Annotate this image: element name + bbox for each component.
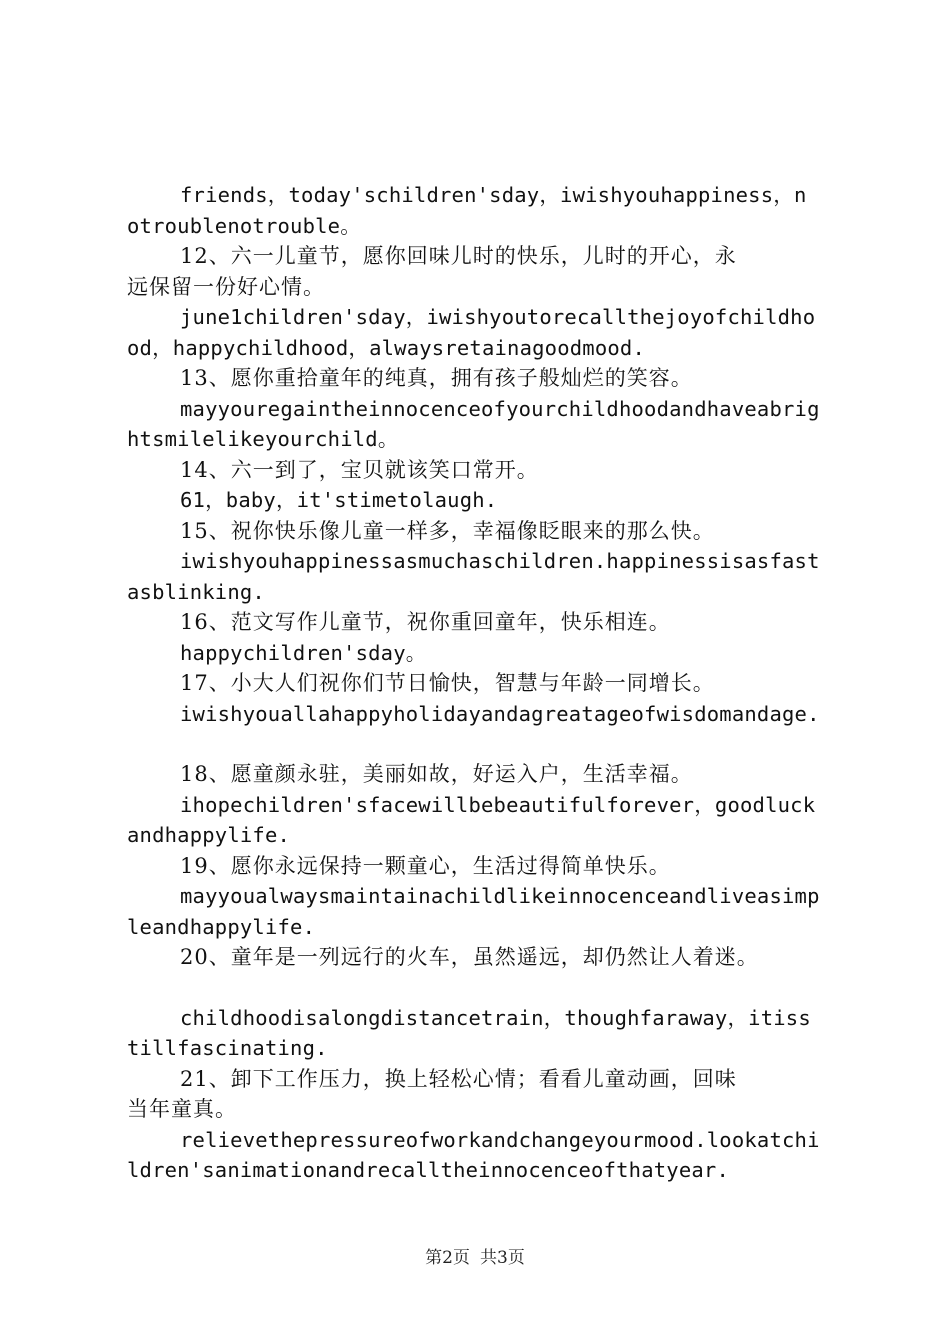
- paragraph-wish-15-english: iwishyouhappinessasmuchaschildren.happinessisasfast asblinking.: [127, 549, 820, 604]
- paragraph-wish-13-english: mayyouregaintheinnocenceofyourchildhoodandhaveabrig htsmilelikeyourchild。: [127, 396, 820, 451]
- paragraph-wish-13: 13、愿你重拾童年的纯真，拥有孩子般灿烂的笑容。: [180, 366, 693, 390]
- page-footer: [0, 1243, 950, 1268]
- paragraph-wish-20-english: childhoodisalongdistancetrain，thoughfaraway，itiss tillfascinating.: [127, 1005, 811, 1060]
- paragraph-wish-19-english: mayyoualwaysmaintainachildlikeinnocenceandliveasimp leandhappylife.: [127, 884, 820, 939]
- paragraph-wish-21-english: relievethepressureofworkandchangeyourmood.lookatchi ldren'sanimationandrecalltheinnocenceofthatyear.: [127, 1127, 820, 1182]
- paragraph-wish-16-english: happychildren'sday。: [180, 640, 427, 665]
- paragraph-wish-15: 15、祝你快乐像儿童一样多，幸福像眨眼来的那么快。: [180, 518, 715, 543]
- paragraph-wish-19: 19、愿你永远保持一颗童心，生活过得简单快乐。: [180, 853, 671, 878]
- paragraph-wish-18-english: ihopechildren'sfacewillbebeautifulforever，goodluck andhappylife.: [127, 792, 816, 847]
- paragraph-wish-14: 14、六一到了，宝贝就该笑口常开。: [180, 457, 539, 482]
- paragraph-wish-12: 12、六一儿童节，愿你回味儿时的快乐，儿时的开心，永 远保留一份好心情。: [127, 244, 737, 299]
- blank-line: [127, 973, 833, 1003]
- paragraph-wish-12-english: june1children'sday，iwishyoutorecallthejoyofchildho od，happychildhood，alwaysretainagoodmood.: [127, 305, 816, 360]
- paragraph-wish-16: 16、范文写作儿童节，祝你重回童年，快乐相连。: [180, 610, 671, 634]
- paragraph-wish-18: 18、愿童颜永驻，美丽如故，好运入户，生活幸福。: [180, 762, 693, 786]
- paragraph-wish-english: friends，today'schildren'sday，iwishyouhappiness，n otroublenotrouble。: [127, 183, 807, 238]
- paragraph-wish-21: 21、卸下工作压力，换上轻松心情；看看儿童动画，回味 当年童真。: [127, 1066, 737, 1121]
- document-body: [127, 180, 833, 1186]
- paragraph-wish-17-english: iwishyouallahappyholidayandagreatageofwisdomandage.: [180, 701, 820, 726]
- paragraph-wish-14-english: 61，baby，it'stimetolaugh.: [180, 488, 498, 512]
- blank-line: [127, 729, 833, 759]
- paragraph-wish-17: 17、小大人们祝你们节日愉快，智慧与年龄一同增长。: [180, 671, 715, 695]
- page-number: 第2页: [425, 1248, 470, 1268]
- paragraph-wish-20: 20、童年是一列远行的火车，虽然遥远，却仍然让人着迷。: [180, 945, 759, 969]
- page-total: 共3页: [480, 1248, 525, 1268]
